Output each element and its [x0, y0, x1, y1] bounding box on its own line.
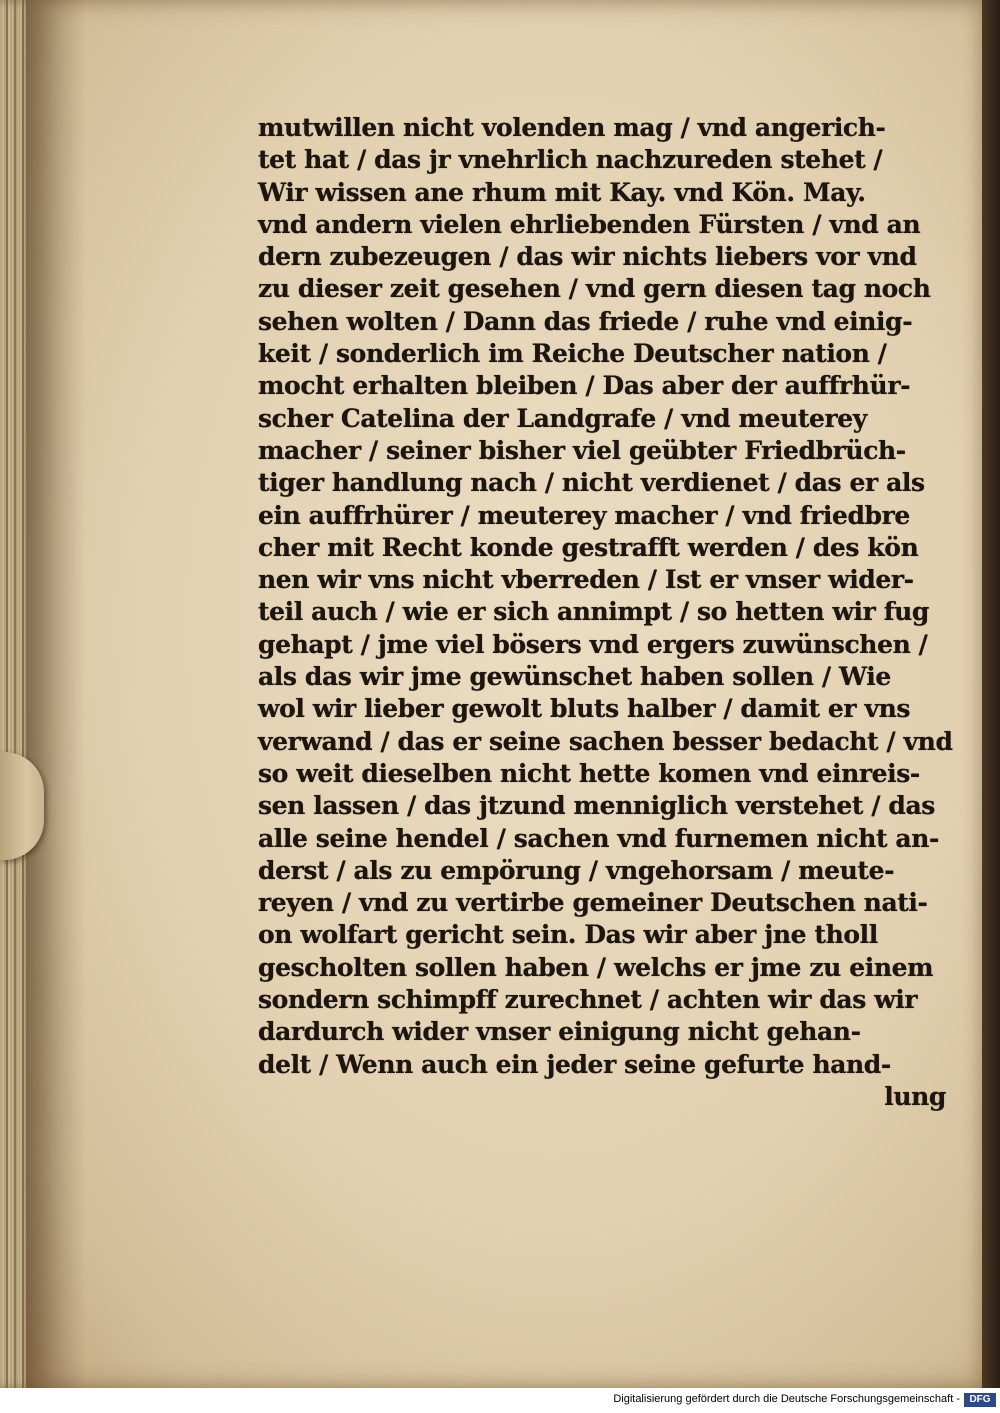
- text-line: dern zubezeugen / das wir nichts liebers vor vnd: [258, 242, 917, 272]
- text-line: mocht erhalten bleiben / Das aber der auffrhür-: [258, 371, 911, 401]
- text-line: Wir wissen ane rhum mit Kay. vnd Kön. May.: [258, 177, 866, 207]
- text-line: tiger handlung nach / nicht verdienet / das er als: [258, 468, 925, 498]
- text-line: sondern schimpff zurechnet / achten wir das wir: [258, 985, 918, 1015]
- text-line: ein auffrhürer / meuterey macher / vnd friedbre: [258, 500, 910, 530]
- text-line: cher mit Recht konde gestrafft werden / des kön: [258, 532, 919, 562]
- text-line: keit / sonderlich im Reiche Deutscher nation /: [258, 339, 887, 369]
- text-line: sen lassen / das jtzund menniglich verstehet / das: [258, 791, 935, 821]
- text-line: gescholten sollen haben / welchs er jme zu einem: [258, 952, 934, 982]
- text-line: sehen wolten / Dann das friede / ruhe vnd einig-: [258, 306, 913, 336]
- gutter-shadow: [26, 0, 86, 1388]
- text-line: dardurch wider vnser einigung nicht gehan-: [258, 1017, 861, 1047]
- text-line: macher / seiner bisher viel geübter Friedbrüch-: [258, 435, 906, 465]
- text-line: on wolfart gericht sein. Das wir aber jne tholl: [258, 920, 878, 950]
- right-edge: [982, 0, 1000, 1388]
- text-line: tet hat / das jr vnehrlich nachzureden stehet /: [258, 145, 883, 175]
- text-line: teil auch / wie er sich annimpt / so hetten wir fug: [258, 597, 929, 627]
- text-line: delt / Wenn auch ein jeder seine gefurte hand-: [258, 1049, 891, 1079]
- page-edge-line: [6, 0, 8, 1388]
- page-edge-line: [14, 0, 16, 1388]
- page-edge-line: [22, 0, 24, 1388]
- text-line: als das wir jme gewünschet haben sollen / Wie: [258, 662, 891, 692]
- text-line: scher Catelina der Landgrafe / vnd meuterey: [258, 403, 867, 433]
- text-line: alle seine hendel / sachen vnd furnemen nicht an-: [258, 823, 939, 853]
- text-line: wol wir lieber gewolt bluts halber / damit er vns: [258, 694, 911, 724]
- footer-bar: [0, 1388, 1000, 1413]
- text-line: zu dieser zeit gesehen / vnd gern diesen tag noch: [258, 274, 931, 304]
- text-line: derst / als zu empörung / vngehorsam / meute-: [258, 855, 895, 885]
- text-line: nen wir vns nicht vberreden / Ist er vnser wider-: [258, 565, 914, 595]
- funding-credit: Digitalisierung gefördert durch die Deutsche Forschungsgemeinschaft -: [613, 1393, 960, 1405]
- catchword: lung: [884, 1081, 946, 1111]
- text-line: mutwillen nicht volenden mag / vnd angerich-: [258, 113, 886, 142]
- text-line: vnd andern vielen ehrliebenden Fürsten / vnd an: [258, 209, 921, 239]
- dfg-logo: DFG: [964, 1393, 996, 1407]
- text-line: so weit dieselben nicht hette komen vnd einreis-: [258, 758, 920, 788]
- text-line: verwand / das er seine sachen besser bedacht / vnd: [258, 726, 953, 756]
- text-line: reyen / vnd zu vertirbe gemeiner Deutschen nati-: [258, 888, 928, 918]
- page-text: [258, 112, 958, 1113]
- text-line: gehapt / jme viel bösers vnd ergers zuwünschen /: [258, 629, 928, 659]
